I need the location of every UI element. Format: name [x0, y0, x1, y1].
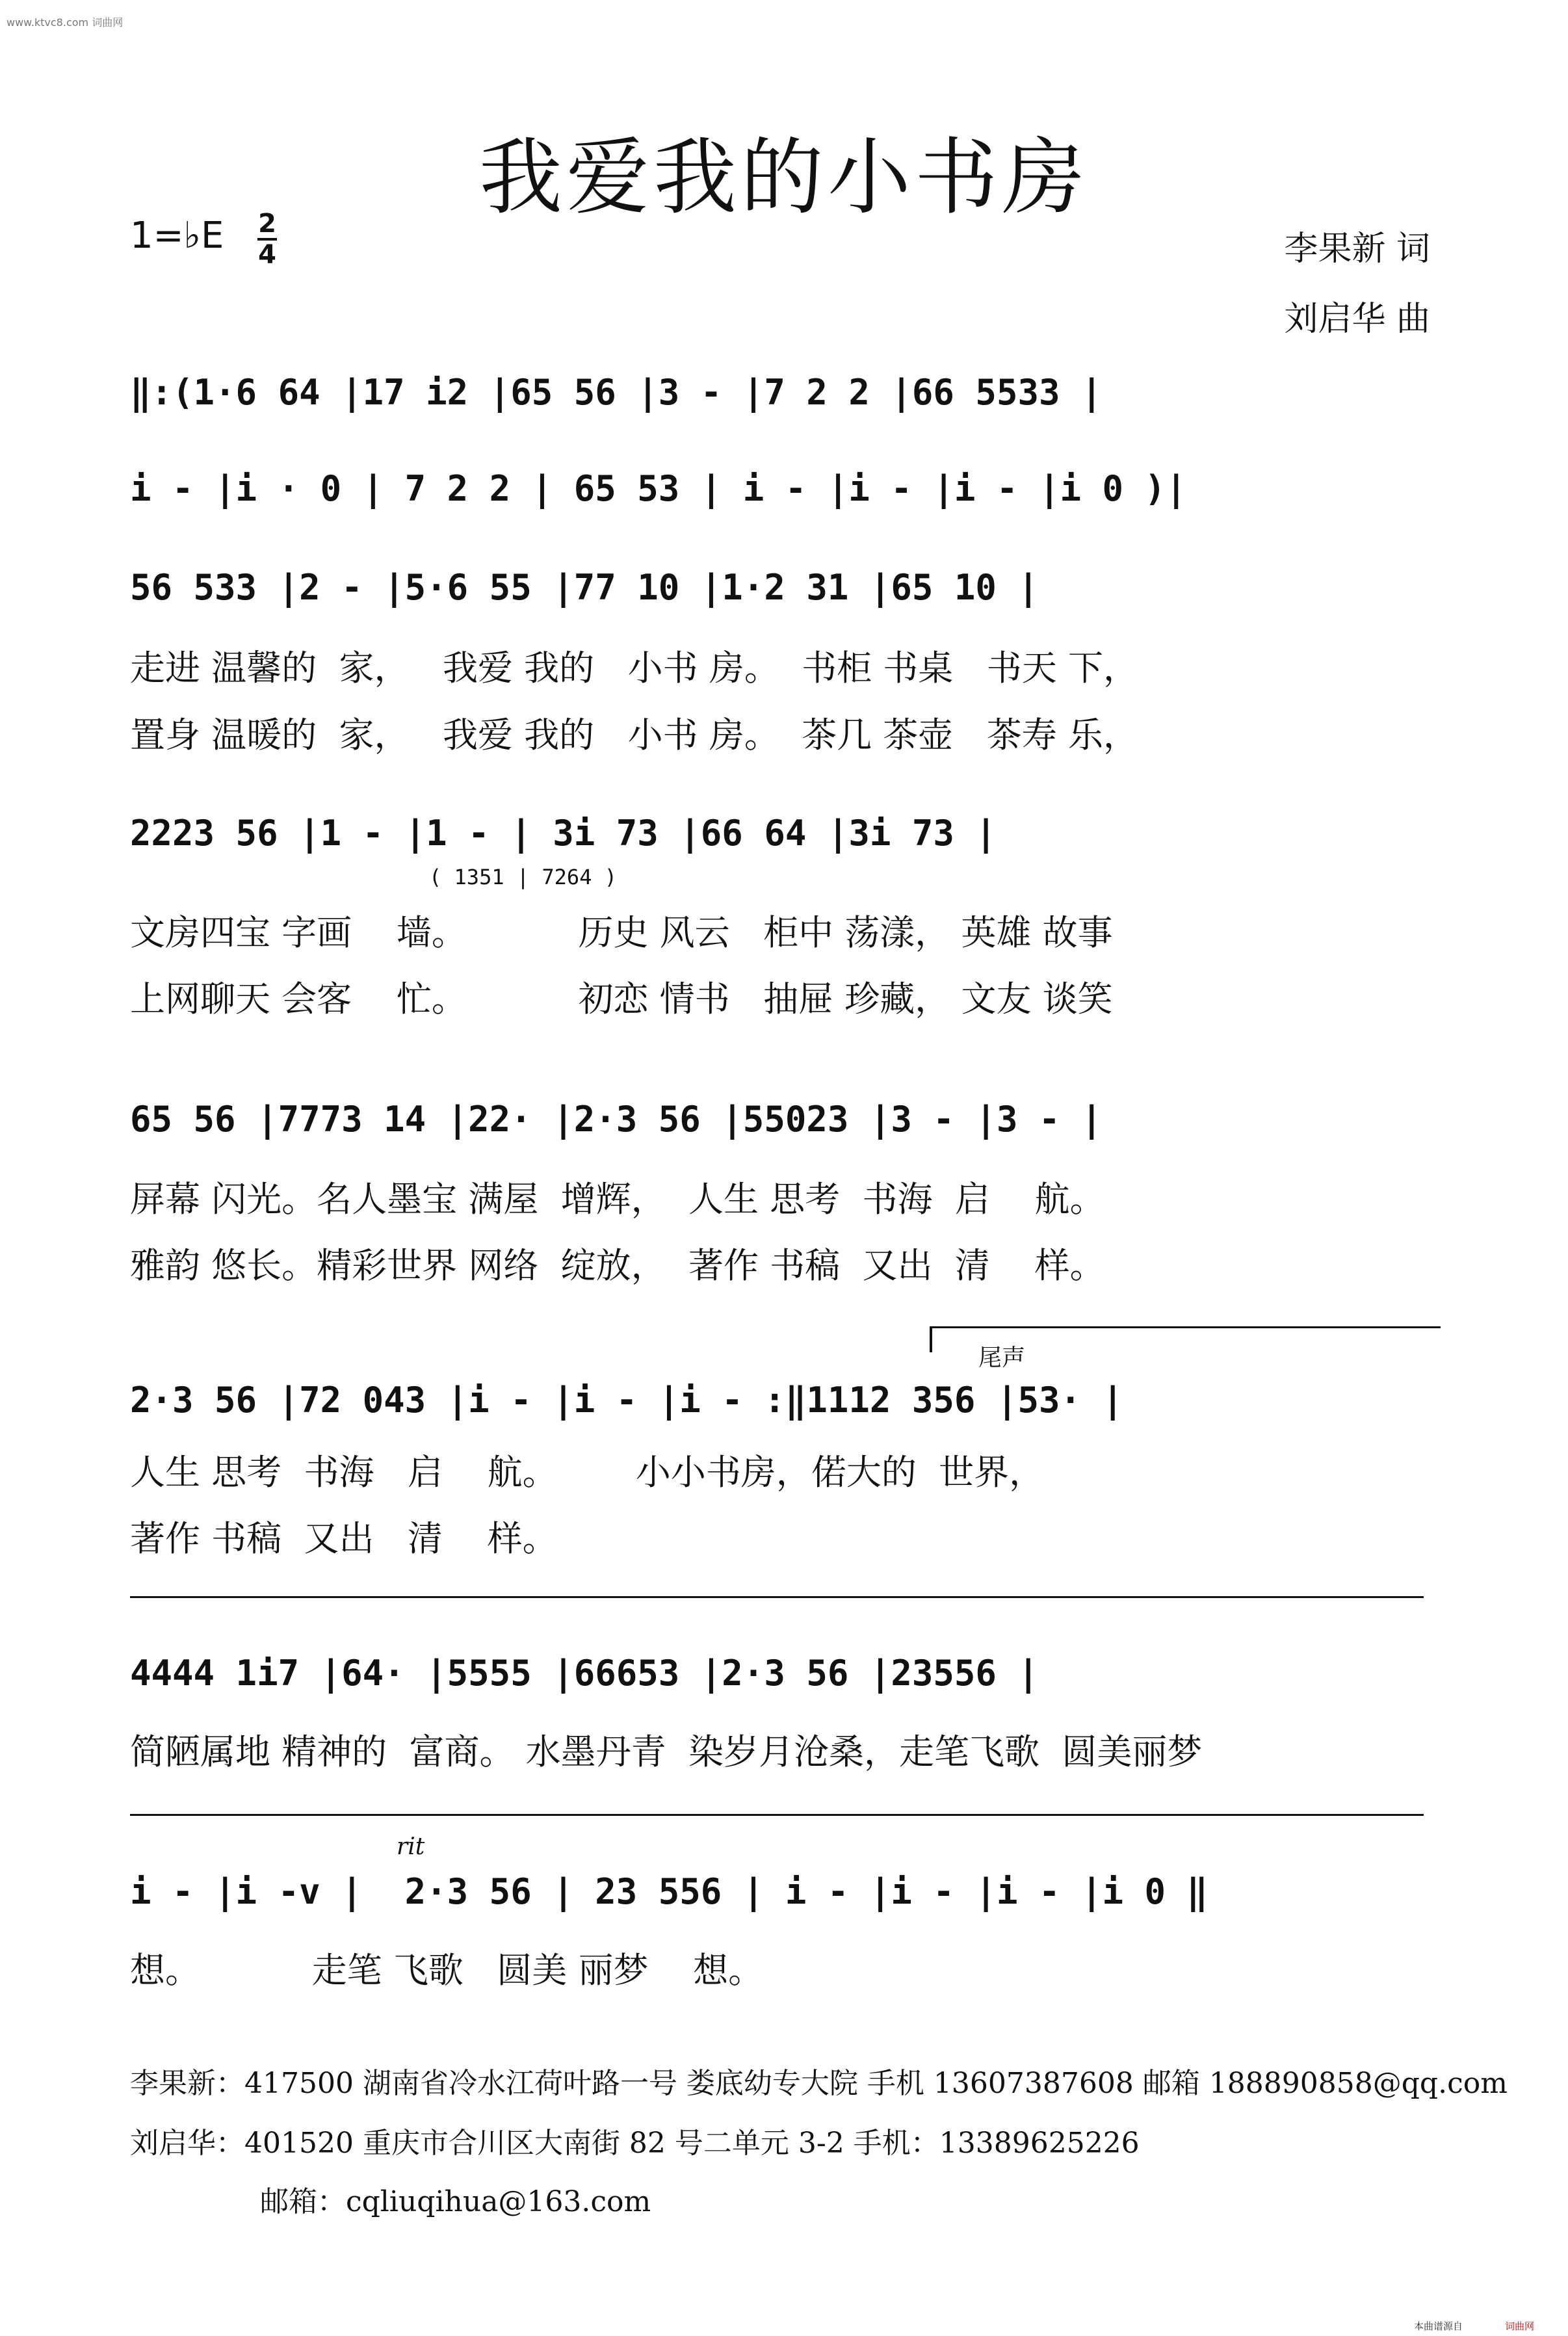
time-top: 2 [258, 209, 276, 239]
rit-marking: rit [397, 1833, 425, 1860]
score-row-4-lyric-1: 文房四宝 字画 墙。 历史 风云 柜中 荡漾， 英雄 故事 [130, 912, 1113, 953]
score-row-1-notes: ‖:(1·6 64 |17 i2 |65 56 |3 - |7 2 2 |66 5533 | [130, 372, 1103, 413]
watermark-bottom-left: 本曲谱源自 [1414, 2320, 1463, 2332]
score-row-4-lyric-2: 上网聊天 会客 忙。 初恋 情书 抽屉 珍藏， 文友 谈笑 [130, 978, 1113, 1019]
score-row-3-notes: 56 533 |2 - |5·6 55 |77 10 |1·2 31 |65 10 | [130, 567, 1039, 608]
score-row-5-lyric-1: 屏幕 闪光。名人墨宝 满屋 增辉， 人生 思考 书海 启 航。 [130, 1179, 1105, 1220]
score-row-6-lyric-2: 著作 书稿 又出 清 样。 [130, 1518, 558, 1559]
score-row-5-notes: 65 56 |7773 14 |22· |2·3 56 |55023 |3 - |3 - | [130, 1099, 1103, 1140]
watermark-top: www.ktvc8.com 词曲网 [7, 16, 124, 29]
score-row-3-lyric-2: 置身 温暖的 家， 我爱 我的 小书 房。 茶几 茶壶 茶寿 乐， [130, 715, 1138, 755]
watermark-bottom-right: 词曲网 [1505, 2320, 1535, 2332]
time-signature [257, 209, 277, 269]
score-row-3-lyric-1: 走进 温馨的 家， 我爱 我的 小书 房。 书柜 书桌 书天 下， [130, 648, 1138, 689]
score-row-8-notes: i - |i -v | 2·3 56 | 23 556 | i - |i - |i - |i 0 ‖ [130, 1871, 1209, 1912]
score-row-5-lyric-2: 雅韵 悠长。精彩世界 网络 绽放， 著作 书稿 又出 清 样。 [130, 1245, 1105, 1286]
song-title: 我爱我的小书房 [478, 129, 1089, 226]
key-signature: 1=♭E [130, 215, 224, 257]
score-row-7-notes: 4444 1i7 |64· |5555 |66653 |2·3 56 |23556 | [130, 1653, 1039, 1694]
score-row-7-lyric-1: 简陋属地 精神的 富商。 水墨丹青 染岁月沧桑，走笔飞歌 圆美丽梦 [130, 1731, 1203, 1772]
score-row-2-notes: i - |i · 0 | 7 2 2 | 65 53 | i - |i - |i - |i 0 )| [130, 468, 1187, 509]
footer-line-lyricist: 李果新：417500 湖南省冷水江荷叶路一号 娄底幼专大院 手机 13607387608 邮箱 188890858@qq.com [130, 2067, 1508, 2100]
score-row-8-lyric-1: 想。 走笔 飞歌 圆美 丽梦 想。 [130, 1950, 764, 1991]
score-row-6-notes: 2·3 56 |72 043 |i - |i - |i - :‖1112 356 |53· | [130, 1380, 1124, 1421]
coda-bracket-tick [930, 1326, 932, 1352]
score-row-6-lyric-1: 人生 思考 书海 启 航。 小小书房，偌大的 世界， [130, 1452, 1045, 1493]
coda-label: 尾声 [978, 1345, 1026, 1371]
lyricist-credit: 李果新 词 [1284, 230, 1430, 269]
score-row-4-notes: 2223 56 |1 - |1 - | 3i 73 |66 64 |3i 73 | [130, 813, 997, 854]
coda-bracket [930, 1326, 1441, 1328]
time-bottom: 4 [258, 240, 276, 270]
footer-line-composer: 刘启华：401520 重庆市合川区大南街 82 号二单元 3-2 手机：13389625226 [130, 2127, 1140, 2160]
section-divider-1 [130, 1596, 1424, 1598]
section-divider-2 [130, 1814, 1424, 1816]
composer-credit: 刘启华 曲 [1284, 300, 1430, 339]
footer-line-email: 邮箱：cqliuqihua@163.com [260, 2185, 651, 2218]
interlude-notes: ( 1351 | 7264 ) [429, 865, 617, 889]
